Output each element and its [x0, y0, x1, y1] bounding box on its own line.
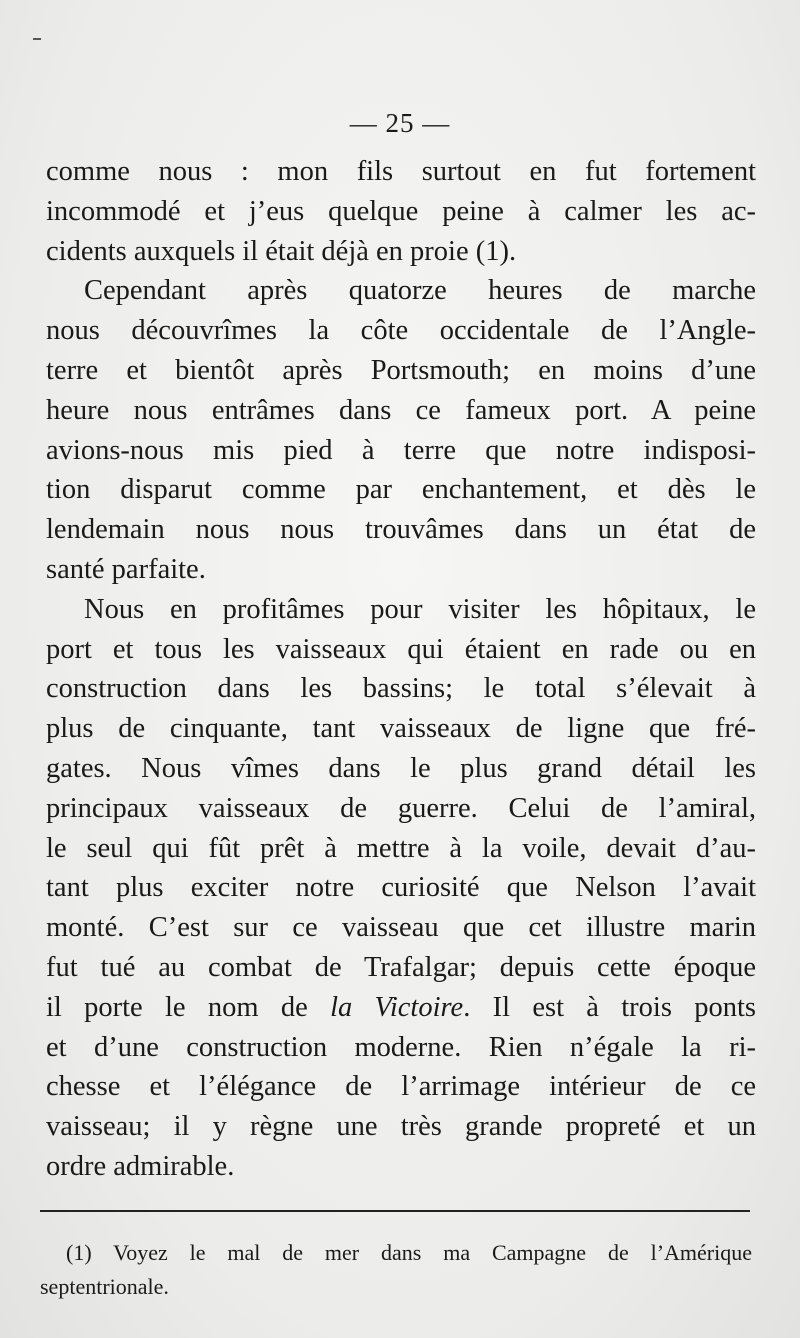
text-line: incommodé et j’eus quelque peine à calmer les ac- [46, 195, 756, 227]
text-line: monté. C’est sur ce vaisseau que cet illustre marin [46, 912, 756, 944]
ship-name: la Victoire [330, 991, 464, 1023]
text-line: principaux vaisseaux de guerre. Celui de l’amiral, [46, 792, 756, 824]
text-line: chesse et l’élégance de l’arrimage intérieur de ce [46, 1071, 756, 1103]
footnote-line: septentrionale. [40, 1274, 169, 1299]
text-line: santé parfaite. [46, 553, 206, 585]
text-line: comme nous : mon fils surtout en fut fortement [46, 156, 756, 187]
stray-ink-mark [33, 38, 41, 40]
text-fragment: il porte le nom de [46, 991, 331, 1023]
text-line: et d’une construction moderne. Rien n’égale la ri- [46, 1031, 756, 1063]
text-fragment: . Il est à trois ponts [463, 991, 756, 1023]
text-line: heure nous entrâmes dans ce fameux port. A peine [46, 394, 756, 426]
text-line: ordre admirable. [46, 1150, 235, 1182]
text-line: lendemain nous nous trouvâmes dans un état de [46, 514, 756, 546]
text-line: cidents auxquels il était déjà en proie (1). [46, 235, 517, 267]
text-line: tion disparut comme par enchantement, et dès le [46, 474, 756, 506]
footnote [40, 1236, 752, 1304]
text-line: le seul qui fût prêt à mettre à la voile, devait d’au- [46, 832, 756, 864]
text-line: port et tous les vaisseaux qui étaient en rade ou en [46, 633, 756, 665]
footnote-divider [40, 1210, 750, 1212]
body-text [46, 152, 756, 1187]
text-line: terre et bientôt après Portsmouth; en moins d’une [46, 354, 756, 386]
text-line: Nous en profitâmes pour visiter les hôpitaux, le [84, 593, 756, 625]
text-line: tant plus exciter notre curiosité que Nelson l’avait [46, 872, 756, 904]
text-line: plus de cinquante, tant vaisseaux de ligne que fré- [46, 713, 756, 745]
text-line: nous découvrîmes la côte occidentale de l’Angle- [46, 315, 756, 347]
text-line-with-ship-name [46, 988, 756, 1028]
text-line: fut tué au combat de Trafalgar; depuis cette époque [46, 951, 756, 983]
footnote-line: (1) Voyez le mal de mer dans ma Campagne de l’Amérique [66, 1240, 752, 1265]
text-line: construction dans les bassins; le total s’élevait à [46, 673, 756, 705]
text-line: avions-nous mis pied à terre que notre indisposi- [46, 434, 756, 466]
text-line: Cependant après quatorze heures de marche [84, 275, 756, 307]
page-number: — 25 — [349, 108, 451, 138]
text-line: gates. Nous vîmes dans le plus grand détail les [46, 752, 756, 784]
text-line: vaisseau; il y règne une très grande propreté et un [46, 1111, 756, 1143]
